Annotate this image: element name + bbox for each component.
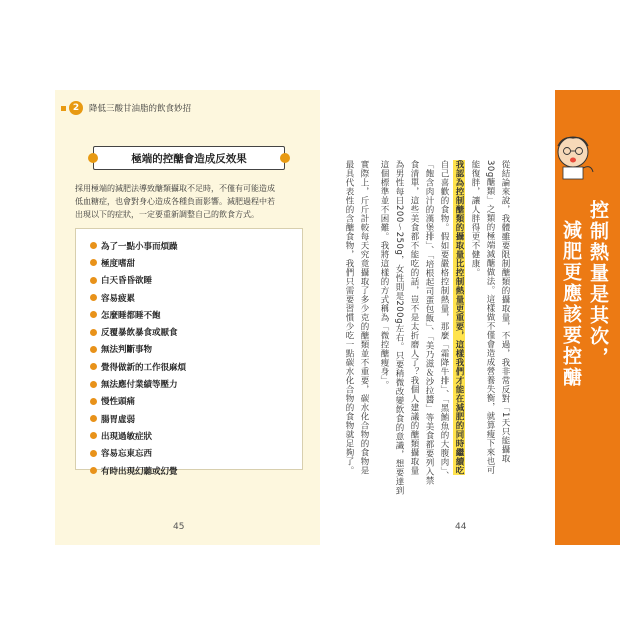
list-item: 極度嗜甜	[90, 254, 302, 271]
page-number: 44	[455, 522, 467, 532]
list-item: 反覆暴飲暴食或厭食	[90, 323, 302, 340]
bullet-dot-icon	[90, 432, 97, 439]
body-column: 這個標準並不困難。我將這樣的方式稱為「微控醣瘦身」。	[379, 160, 389, 390]
list-item: 無法判斷事物	[90, 341, 302, 358]
list-item: 怎麼睡都睡不飽	[90, 306, 302, 323]
list-item: 出現過敏症狀	[90, 427, 302, 444]
bullet-dot-icon	[90, 398, 97, 405]
chapter-tag	[61, 101, 83, 115]
body-column: 自己喜歡的食物。假如要嚴格控制熱量，那麼「霜降牛排」、「黑鮪魚的大腹肉」、	[439, 160, 449, 481]
body-column: 「飽含肉汁的漢堡排」、「培根起司蛋包飯」、「美乃滋＆沙拉醬」等美食都要列入禁	[424, 160, 434, 485]
right-page	[325, 90, 620, 545]
bullet-dot-icon	[90, 259, 97, 266]
body-column: 能復胖，讓人胖得更不健康。	[470, 160, 480, 277]
list-item: 為了一點小事而煩躁	[90, 237, 302, 254]
square-bullet-icon	[61, 106, 66, 111]
body-text	[343, 160, 511, 495]
bullet-dot-icon	[90, 450, 97, 457]
book-spread	[55, 90, 620, 545]
running-header	[55, 98, 320, 118]
list-item: 容易疲累	[90, 289, 302, 306]
symptom-box	[75, 228, 303, 477]
bullet-dot-icon	[90, 242, 97, 249]
list-item: 慢性頭痛	[90, 393, 302, 410]
list-item: 無法應付業績等壓力	[90, 375, 302, 392]
bullet-dot-icon	[90, 311, 97, 318]
list-item: 白天昏昏欲睡	[90, 272, 302, 289]
body-column: 為男性每日200～250g，女性則是200g左右。只要稍微改變飲食的意識，想要達到	[394, 160, 404, 495]
body-column-highlighted: 我認為控制醣類的攝取量比控制熱量更重要，這樣我們才能在減肥的同時繼續吃	[454, 160, 464, 475]
intro-line: 出現以下的症狀，一定要重新調整自己的飲食方式。	[75, 210, 259, 219]
chapter-number: 2	[69, 101, 83, 115]
bullet-dot-icon	[90, 277, 97, 284]
intro-paragraph	[75, 182, 303, 221]
running-header-title: 降低三酸甘油脂的飲食妙招	[89, 104, 192, 114]
body-column: 實際上，斤斤計較每天究竟攝取了多少克的醣類並不重要，碳水化合物的食物是	[359, 160, 369, 475]
intro-line: 低血糖症，也會對身心造成各種負面影響。減肥過程中若	[75, 197, 275, 206]
body-column: 最具代表性的含醣食物，我們只需要習慣少吃一點碳水化合物的食物就足夠了。	[344, 160, 354, 475]
headline-line-2: 減肥更應該要控醣	[560, 220, 582, 388]
doctor-mascot-icon	[545, 130, 600, 180]
list-item: 有時出現幻聽或幻覺	[90, 462, 302, 479]
left-page	[55, 90, 320, 545]
bullet-dot-icon	[90, 467, 97, 474]
symptom-list	[76, 229, 302, 479]
bullet-dot-icon	[90, 363, 97, 370]
headline-line-1: 控制熱量是其次，	[587, 200, 609, 368]
bullet-dot-icon	[90, 415, 97, 422]
section-title: 極端的控醣會造成反效果	[131, 152, 247, 165]
list-item: 覺得做新的工作很麻煩	[90, 358, 302, 375]
page-number: 45	[173, 522, 185, 532]
body-column: 30g醣類」之類的極端減醣做法。這樣做不僅會造成營養失衡，就算瘦下來也可	[485, 160, 495, 475]
bullet-dot-icon	[90, 294, 97, 301]
body-column: 食清單，這些美食都不能吃的話，豈不是太折磨人了？我個人建議的醣類攝取量	[409, 160, 419, 475]
body-column: 從結論來說，我體雖要限制醣類的攝取量，不過，我非常反對「1天只能攝取	[500, 160, 510, 463]
list-item: 腸胃虛弱	[90, 410, 302, 427]
bullet-dot-icon	[90, 381, 97, 388]
bullet-dot-icon	[90, 329, 97, 336]
bullet-dot-icon	[90, 346, 97, 353]
list-item: 容易忘東忘西	[90, 445, 302, 462]
section-title-box	[93, 146, 285, 170]
intro-line: 採用極端的減肥法導致醣類攝取不足時，不僅有可能造成	[75, 184, 275, 193]
